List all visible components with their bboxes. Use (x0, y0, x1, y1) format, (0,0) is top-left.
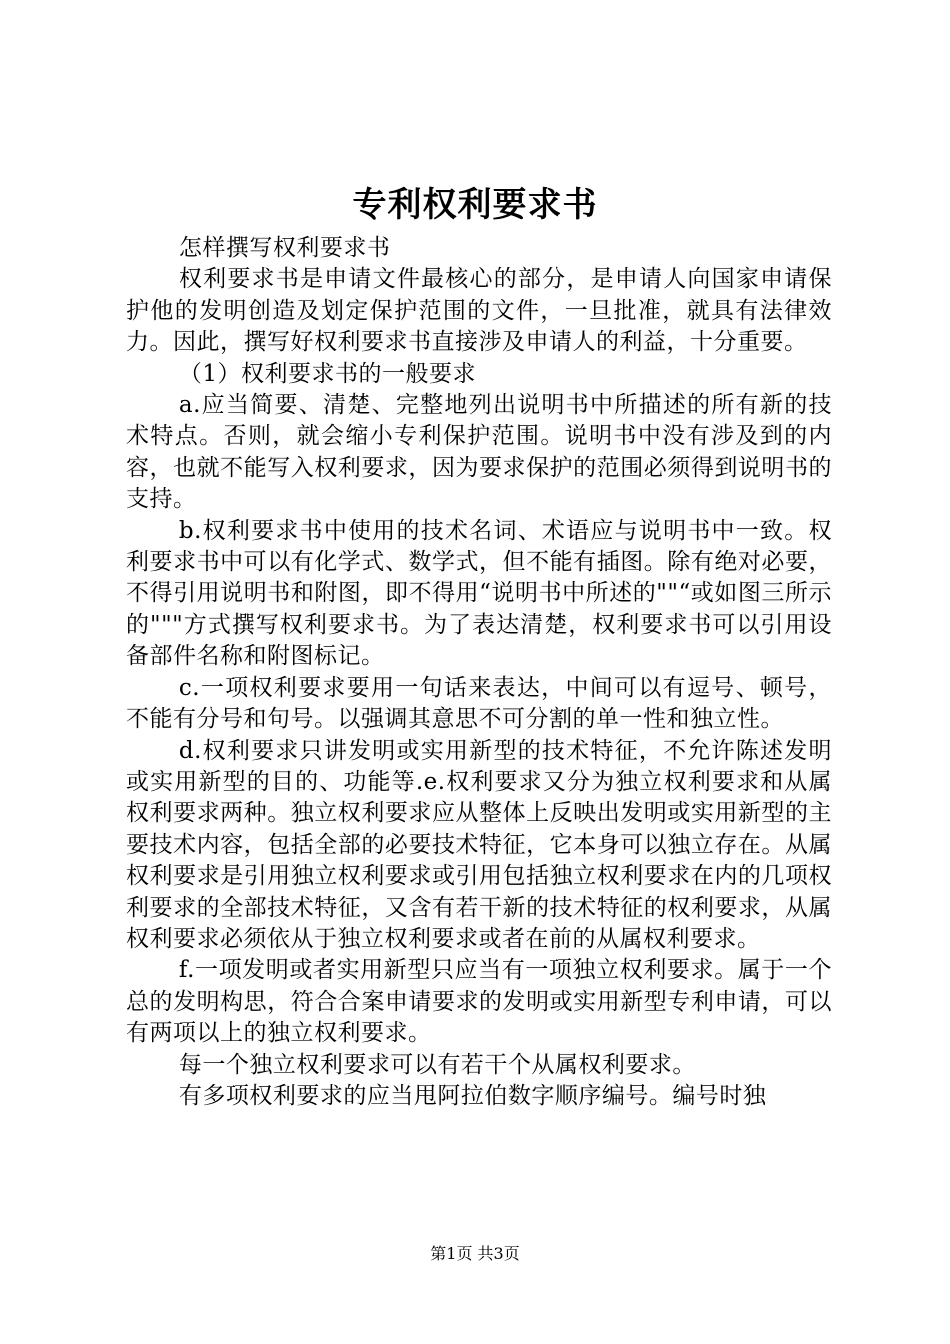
paragraph: b.权利要求书中使用的技术名词、术语应与说明书中一致。权利要求书中可以有化学式、数学式，但不能有插图。除有绝对必要，不得引用说明书和附图，即不得用“说明书中所述的""“或如图三所示的"""方式撰写权利要求书。为了表达清楚，权利要求书可以引用设备部件名称和附图标记。 (126, 517, 832, 670)
section-heading: （1）权利要求书的一般要求 (178, 360, 477, 387)
document-body (126, 233, 832, 1112)
paragraph: f.一项发明或者实用新型只应当有一项独立权利要求。属于一个总的发明构思，符合合案申请要求的发明或实用新型专利申请，可以有两项以上的独立权利要求。 (126, 957, 832, 1047)
paragraph: 权利要求书是申请文件最核心的部分，是申请人向国家申请保护他的发明创造及划定保护范围的文件，一旦批准，就具有法律效力。因此，撰写好权利要求书直接涉及申请人的利益，十分重要。 (126, 266, 832, 356)
page-number-footer: 第1页 共3页 (430, 1244, 520, 1263)
paragraph: d.权利要求只讲发明或实用新型的技术特征，不允许陈述发明或实用新型的目的、功能等.e.权利要求又分为独立权利要求和从属权利要求两种。独立权利要求应从整体上反映出发明或实用新型的主要技术内容，包括全部的必要技术特征，它本身可以独立存在。从属权利要求是引用独立权利要求或引用包括独立权利要求在内的几项权利要求的全部技术特征，又含有若干新的技术特征的权利要求，从属权利要求必须依从于独立权利要求或者在前的从属权利要求。 (126, 737, 832, 952)
paragraph: 有多项权利要求的应当甩阿拉伯数字顺序编号。编号时独 (178, 1082, 767, 1109)
paragraph: a.应当简要、清楚、完整地列出说明书中所描述的所有新的技术特点。否则，就会缩小专利保护范围。说明书中没有涉及到的内容，也就不能写入权利要求，因为要求保护的范围必须得到说明书的支持。 (126, 392, 832, 513)
document-title: 专利权利要求书 (352, 185, 598, 225)
paragraph-heading: 怎样撰写权利要求书 (178, 235, 391, 261)
paragraph: 每一个独立权利要求可以有若干个从属权利要求。 (178, 1051, 696, 1078)
paragraph: c.一项权利要求要用一句话来表达，中间可以有逗号、顿号，不能有分号和句号。以强调其意思不可分割的单一性和独立性。 (126, 674, 832, 733)
